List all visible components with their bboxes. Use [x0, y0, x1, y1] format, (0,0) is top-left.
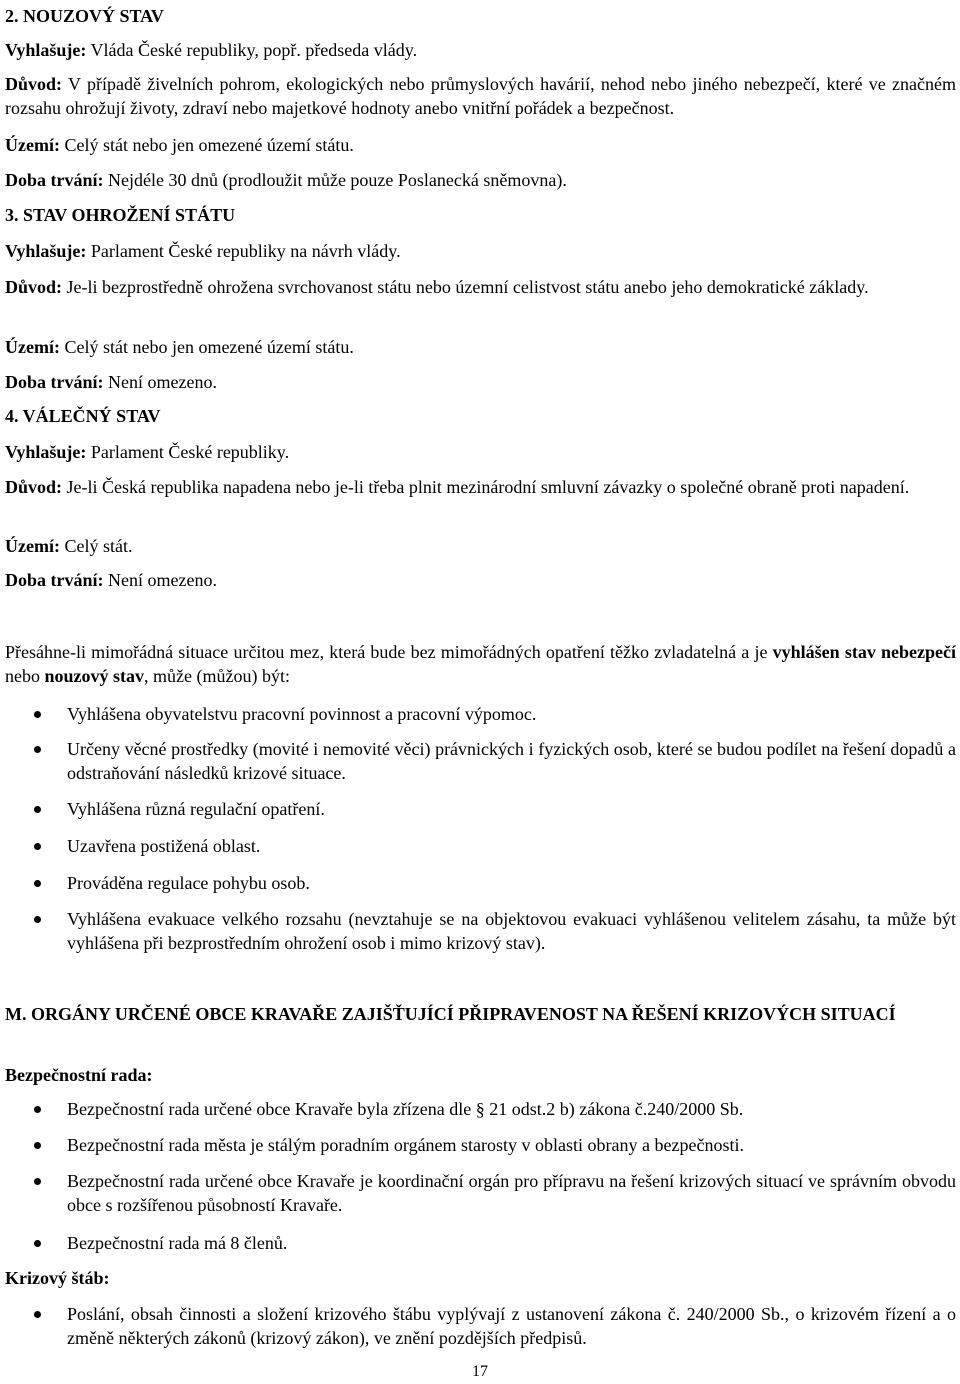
section-2-duvod: Důvod: V případě živelních pohrom, ekologických nebo průmyslových havárií, nehod nebo jiného nebezpečí, které ve značném rozsahu ohrožují životy, zdraví nebo majetkové hodnoty anebo vnitřní pořádek a bezpečnost.	[5, 74, 956, 118]
bullet-icon	[34, 711, 41, 718]
bullet-icon	[34, 880, 41, 887]
bullet-icon	[34, 1106, 41, 1113]
measure-text: Vyhlášena obyvatelstvu pracovní povinnost a pracovní výpomoc.	[67, 704, 537, 724]
section-2-heading: 2. NOUZOVÝ STAV	[5, 6, 164, 26]
intro-paragraph: Přesáhne-li mimořádná situace určitou mez, která bude bez mimořádných opatření těžko zvladatelná a je vyhlášen stav nebezpečí nebo nouzový stav, může (můžou) být:	[5, 642, 956, 686]
krizovy-stab-heading: Krizový štáb:	[5, 1268, 110, 1288]
bezpecnostni-rada-heading: Bezpečnostní rada:	[5, 1065, 153, 1085]
measure-text: Uzavřena postižená oblast.	[67, 836, 261, 856]
section-3-vyhlasuje: Vyhlašuje: Parlament České republiky na návrh vlády.	[5, 241, 401, 261]
rada-text: Bezpečnostní rada města je stálým poradním orgánem starosty v oblasti obrany a bezpečnosti.	[67, 1135, 744, 1155]
measure-text: Určeny věcné prostředky (movité i nemovité věci) právnických i fyzických osob, které se budou podílet na řešení dopadů a odstraňování následků krizové situace.	[67, 739, 956, 783]
bullet-icon	[34, 1142, 41, 1149]
section-m-heading: M. ORGÁNY URČENÉ OBCE KRAVAŘE ZAJIŠŤUJÍCÍ PŘIPRAVENOST NA ŘEŠENÍ KRIZOVÝCH SITUACÍ	[5, 1004, 896, 1024]
bullet-icon	[34, 1178, 41, 1185]
section-3-heading: 3. STAV OHROŽENÍ STÁTU	[5, 205, 236, 225]
bullet-icon	[34, 1311, 41, 1318]
section-4-vyhlasuje: Vyhlašuje: Parlament České republiky.	[5, 442, 290, 462]
measure-text: Vyhlášena evakuace velkého rozsahu (nevztahuje se na objektovou evakuaci vyhlášenou velitelem zásahu, ta může být vyhlášena při bezprostředním ohrožení osob i mimo krizový stav).	[67, 909, 956, 953]
bullet-icon	[34, 916, 41, 923]
measure-text: Prováděna regulace pohybu osob.	[67, 873, 310, 893]
section-4-uzemi: Území: Celý stát.	[5, 536, 133, 556]
bullet-icon	[34, 806, 41, 813]
section-3-uzemi: Území: Celý stát nebo jen omezené území státu.	[5, 337, 354, 357]
bullet-icon	[34, 843, 41, 850]
section-2-vyhlasuje: Vyhlašuje: Vláda České republiky, popř. předseda vlády.	[5, 40, 418, 60]
rada-text: Bezpečnostní rada má 8 členů.	[67, 1233, 288, 1253]
page-number: 17	[472, 1363, 488, 1380]
bullet-icon	[34, 746, 41, 753]
measure-text: Vyhlášena různá regulační opatření.	[67, 799, 325, 819]
rada-text: Bezpečnostní rada určené obce Kravaře byla zřízena dle § 21 odst.2 b) zákona č.240/2000 Sb.	[67, 1099, 744, 1119]
bullet-icon	[34, 1240, 41, 1247]
section-2-uzemi: Území: Celý stát nebo jen omezené území státu.	[5, 135, 354, 155]
section-4-duvod: Důvod: Je-li Česká republika napadena nebo je-li třeba plnit mezinárodní smluvní závazky o společné obraně proti napadení.	[5, 477, 910, 497]
section-4-heading: 4. VÁLEČNÝ STAV	[5, 406, 161, 426]
section-3-duvod: Důvod: Je-li bezprostředně ohrožena svrchovanost státu nebo územní celistvost státu anebo jeho demokratické základy.	[5, 277, 869, 297]
section-2-doba: Doba trvání: Nejdéle 30 dnů (prodloužit může pouze Poslanecká sněmovna).	[5, 170, 567, 190]
stab-text: Poslání, obsah činnosti a složení krizového štábu vyplývají z ustanovení zákona č. 240/2000 Sb., o krizovém řízení a o změně některých zákonů (krizový zákon), ve znění pozdějších předpisů.	[67, 1304, 956, 1348]
section-3-doba: Doba trvání: Není omezeno.	[5, 372, 217, 392]
rada-text: Bezpečnostní rada určené obce Kravaře je koordinační orgán pro přípravu na řešení krizových situací ve správním obvodu obce s rozšířenou působností Kravaře.	[67, 1171, 956, 1215]
section-4-doba: Doba trvání: Není omezeno.	[5, 570, 217, 590]
